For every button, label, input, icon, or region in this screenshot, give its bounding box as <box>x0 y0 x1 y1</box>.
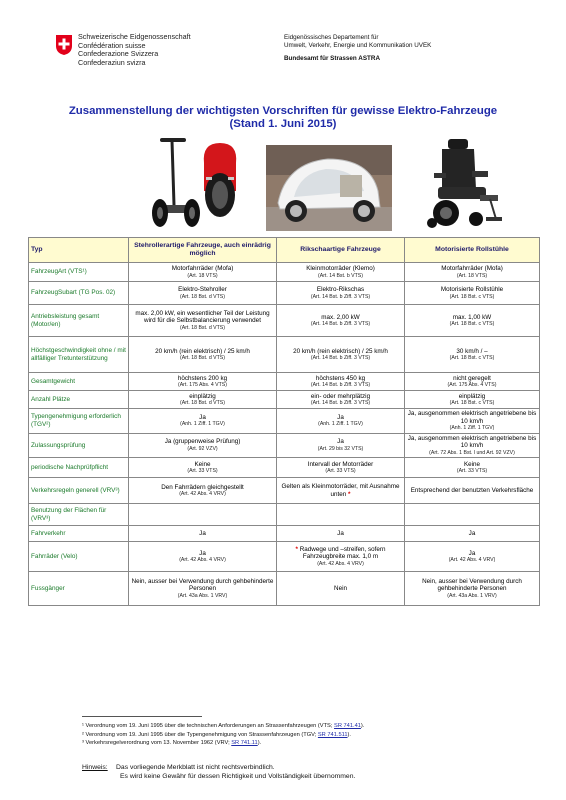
table-cell <box>277 458 405 478</box>
cell-value: Intervall der Motorräder <box>307 460 374 468</box>
cell-value: Ja, ausgenommen elektrisch angetriebene bis 10 km/h <box>407 434 537 450</box>
row-label: FahrzeugSubart (TG Pos. 02) <box>29 282 129 305</box>
cell-value: Ja <box>199 413 206 421</box>
table-cell <box>277 433 405 458</box>
table-row <box>29 458 540 478</box>
cell-value: 20 km/h (rein elektrisch) / 25 km/h <box>293 347 388 355</box>
legal-reference: (Art. 18 Bst. c VTS) <box>449 355 495 362</box>
footnotes <box>82 722 364 748</box>
legal-reference: (Art. 175 Abs. 4 VTS) <box>177 382 227 389</box>
table-cell <box>277 478 405 504</box>
table-cell <box>405 263 540 282</box>
row-label: FahrzeugArt (VTS¹) <box>29 263 129 282</box>
table-row <box>29 391 540 409</box>
table-cell <box>405 504 540 526</box>
table-cell <box>405 478 540 504</box>
legal-reference: (Art. 18 Bst. d VTS) <box>180 324 225 331</box>
table-cell <box>405 433 540 458</box>
office-name: Bundesamt für Strassen ASTRA <box>284 55 380 63</box>
legal-reference: (Art. 33 VTS) <box>325 468 356 475</box>
table-row <box>29 504 540 526</box>
legal-reference: (Art. 18 Bst. c VTS) <box>449 400 495 407</box>
legal-reference: (Anh. 1 Ziff. 1 TGV) <box>180 421 225 428</box>
table-row <box>29 572 540 606</box>
table-cell <box>277 572 405 606</box>
row-label: Typengenehmigung erforderlich (TGV²) <box>29 409 129 434</box>
row-label: Gesamtgewicht <box>29 373 129 391</box>
regulations-table <box>28 237 540 606</box>
legal-reference: (Art. 42 Abs. 4 VRV) <box>179 491 226 498</box>
cell-value: Ja <box>199 549 206 557</box>
cell-value: Elektro-Rikschas <box>316 286 365 293</box>
cell-value: Motorisierte Rollstühle <box>440 286 504 293</box>
cell-value: Ja <box>468 549 476 557</box>
legal-reference: (Art. 92 VZV) <box>187 445 218 452</box>
legal-reference: (Art. 33 VTS) <box>456 468 488 475</box>
table-row <box>29 337 540 373</box>
table-header-row <box>29 238 540 263</box>
cell-value: 20 km/h (rein elektrisch) / 25 km/h <box>155 347 250 355</box>
sr-link[interactable]: SR 741.511 <box>317 731 348 738</box>
cell-value: Keine <box>463 460 481 468</box>
footnote: ¹ Verordnung vom 19. Juni 1995 über die technischen Anforderungen an Strassenfahrzeugen (VTS; SR 741.41). <box>82 723 365 729</box>
cell-value: Ja <box>337 529 344 537</box>
hint-block <box>82 763 355 781</box>
table-cell <box>277 391 405 409</box>
page-header <box>0 0 566 80</box>
table-cell <box>405 542 540 572</box>
table-cell <box>405 409 540 434</box>
legal-reference: (Art. 18 Bst. d VTS) <box>180 400 225 407</box>
table-cell <box>277 305 405 337</box>
legal-reference: (Art. 14 Bst. b Ziff. 3 VTS) <box>310 321 371 328</box>
table-cell <box>129 337 277 373</box>
row-label: Antriebsleistung gesamt (Motor/en) <box>29 305 129 337</box>
table-cell <box>129 478 277 504</box>
legal-reference: (Art. 14 Bst. b Ziff. 3 VTS) <box>310 355 371 362</box>
header-rikscha: Rikschaartige Fahrzeuge <box>277 238 405 263</box>
cell-value: nicht geregelt <box>453 374 491 382</box>
sr-link[interactable]: SR 741.11 <box>231 740 258 747</box>
table-cell <box>129 526 277 542</box>
cell-value: Entsprechend der benutzten Verkehrsfläche <box>410 486 534 494</box>
legal-reference: (Art. 175 Abs. 4 VTS) <box>447 382 497 389</box>
cell-value: * Radwege und –streifen, sofern Fahrzeugbreite max. 1,0 m <box>295 545 386 561</box>
swiss-crest-icon <box>55 34 73 56</box>
cell-value: ein- oder mehrplätzig <box>310 392 371 400</box>
cell-value: Motorfahrräder (Mofa) <box>171 265 234 272</box>
cell-value: Ja, ausgenommen elektrisch angetriebene bis 10 km/h <box>407 410 537 425</box>
table-cell <box>277 282 405 305</box>
cell-value: Keine <box>194 460 211 468</box>
legal-reference: (Art. 14 Bst. b Ziff. 3 VTS) <box>310 293 371 300</box>
legal-reference: (Art. 43a Abs. 1 VRV) <box>447 593 497 600</box>
table-cell <box>405 305 540 337</box>
table-cell <box>129 542 277 572</box>
row-label: periodische Nachprüfpflicht <box>29 458 129 478</box>
cell-value: max. 1,00 kW <box>452 313 492 321</box>
hint-label: Hinweis: <box>82 764 108 771</box>
table-row <box>29 305 540 337</box>
legal-reference: (Art. 43a Abs. 1 VRV) <box>177 593 228 600</box>
legal-reference: (Art. 72 Abs. 1 Bst. l und Art. 92 VZV) <box>429 449 515 456</box>
asterisk-marker: * <box>295 545 298 553</box>
table-cell <box>405 337 540 373</box>
table-cell <box>405 572 540 606</box>
legal-reference: (Art. 18 Bst. d VTS) <box>180 293 225 300</box>
header-typ: Typ <box>29 238 129 263</box>
table-cell <box>277 504 405 526</box>
legal-reference: (Art. 14 Bst. b Ziff. 3 VTS) <box>310 400 371 407</box>
rikscha-image <box>266 145 392 231</box>
sr-link[interactable]: SR 741.41 <box>334 723 361 729</box>
cell-value: 30 km/h / – <box>456 347 488 355</box>
table-cell <box>129 409 277 434</box>
row-label: Höchstgeschwindigkeit ohne / mit allfälliger Tretunterstützung <box>29 337 129 373</box>
table-cell <box>129 373 277 391</box>
hint-line-1: Das vorliegende Merkblatt ist nicht rechtsverbindlich. <box>116 764 275 771</box>
cell-value: Gelten als Kleinmotorräder, mit Ausnahme unten * <box>281 483 400 498</box>
rollstuhl-image <box>420 133 512 233</box>
legal-reference: (Art. 18 Bst. d VTS) <box>180 355 225 362</box>
table-cell <box>405 373 540 391</box>
legal-reference: (Art. 33 VTS) <box>187 468 218 475</box>
legal-reference: (Art. 42 Abs. 4 VRV) <box>448 557 496 564</box>
legal-reference: (Art. 42 Abs. 4 VRV) <box>179 557 226 564</box>
header-rollstuhl: Motorisierte Rollstühle <box>405 238 540 263</box>
table-cell <box>129 504 277 526</box>
table-cell <box>129 572 277 606</box>
header-stehroller: Stehrollerartige Fahrzeuge, auch einrädrig möglich <box>129 238 277 263</box>
legal-reference: (Art. 18 VTS) <box>456 272 488 279</box>
cell-value: einplätzig <box>189 392 216 400</box>
cell-value: max. 2,00 kW <box>321 313 360 321</box>
legal-reference: (Art. 18 VTS) <box>187 272 218 279</box>
table-cell <box>405 282 540 305</box>
row-label: Zulassungsprüfung <box>29 433 129 458</box>
hint-line-2: Es wird keine Gewähr für dessen Richtigkeit und Vollständigkeit übernommen. <box>120 773 356 780</box>
legal-reference: (Art. 18 Bst. c VTS) <box>449 293 495 300</box>
legal-reference: (Art. 42 Abs. 4 VRV) <box>317 561 364 568</box>
department-block: Eidgenössisches Departement für Umwelt, Verkehr, Energie und Kommunikation UVEK Bundesamt für Strassen ASTRA <box>284 34 432 63</box>
legal-reference: (Art. 18 Bst. c VTS) <box>449 321 495 328</box>
cell-value: Den Fahrrädern gleichgestellt <box>161 483 244 491</box>
cell-value: Ja <box>199 529 206 537</box>
table-cell <box>277 526 405 542</box>
footnote-separator <box>82 716 202 717</box>
table-row <box>29 263 540 282</box>
cell-value: höchstens 200 kg <box>177 374 228 382</box>
cell-value: Elektro-Stehroller <box>178 286 227 293</box>
table-cell <box>405 458 540 478</box>
cell-value: Ja <box>337 438 344 446</box>
table-row <box>29 282 540 305</box>
row-label: Verkehrsregeln generell (VRV³) <box>29 478 129 504</box>
legal-reference: (Anh. 1 Ziff. 1 TGV) <box>449 425 495 432</box>
confederation-names: Schweizerische Eidgenossenschaft Confédération suisse Confederazione Svizzera Confederaziun svizra <box>78 32 191 67</box>
cell-value: Ja <box>337 413 344 421</box>
footnote: ² Verordnung vom 19. Juni 1995 über die Typengenehmigung von Strassenfahrzeugen (TGV; SR 741.511). <box>82 731 351 738</box>
table-row <box>29 526 540 542</box>
cell-value: Nein, ausser bei Verwendung durch gehbehinderte Personen <box>131 577 274 593</box>
legal-reference: (Art. 14 Bst. b VTS) <box>318 272 363 279</box>
row-label: Fahrverkehr <box>29 526 129 542</box>
page-title: Zusammenstellung der wichtigsten Vorschriften für gewisse Elektro-Fahrzeuge (Stand 1. Juni 2015) <box>68 105 498 130</box>
table-cell <box>129 305 277 337</box>
legal-reference: (Art. 14 Bst. b Ziff. 3 VTS) <box>310 382 371 389</box>
table-cell <box>405 526 540 542</box>
legal-reference: (Anh. 1 Ziff. 1 TGV) <box>318 421 363 428</box>
table-cell <box>129 433 277 458</box>
cell-value: Nein, ausser bei Verwendung durch gehbehinderte Personen <box>422 577 522 593</box>
footnote: ³ Verkehrsregelverordnung vom 13. November 1962 (VRV; SR 741.11). <box>82 740 262 747</box>
table-row <box>29 409 540 434</box>
row-label: Benutzung der Flächen für (VRV³) <box>29 504 129 526</box>
table-cell <box>277 542 405 572</box>
table-cell <box>277 373 405 391</box>
row-label: Fussgänger <box>29 572 129 606</box>
stehroller-image <box>142 133 242 233</box>
cell-value: höchstens 450 kg <box>315 374 366 382</box>
table-cell <box>129 263 277 282</box>
table-row <box>29 478 540 504</box>
table-cell <box>129 458 277 478</box>
cell-value: max. 2,00 kW, ein wesentlicher Teil der Leistung wird für die Selbstbalancierung verwendet <box>135 309 270 325</box>
table-cell <box>277 409 405 434</box>
table-cell <box>277 263 405 282</box>
table-cell <box>129 391 277 409</box>
cell-value: Ja <box>468 529 476 537</box>
table-cell <box>405 391 540 409</box>
cell-value: Motorfahrräder (Mofa) <box>441 265 503 272</box>
table-row <box>29 373 540 391</box>
table-row <box>29 433 540 458</box>
row-label: Anzahl Plätze <box>29 391 129 409</box>
cell-value: Nein <box>334 584 347 592</box>
legal-reference: (Art. 29 bis 32 VTS) <box>317 445 364 452</box>
cell-value: einplätzig <box>458 392 486 400</box>
cell-value: Ja (gruppenweise Prüfung) <box>164 438 241 446</box>
row-label: Fahrräder (Velo) <box>29 542 129 572</box>
cell-value: Kleinmotorräder (Klemo) <box>306 265 375 272</box>
asterisk-marker: * <box>348 490 351 498</box>
table-row <box>29 542 540 572</box>
table-body <box>29 263 540 606</box>
table-cell <box>129 282 277 305</box>
table-cell <box>277 337 405 373</box>
